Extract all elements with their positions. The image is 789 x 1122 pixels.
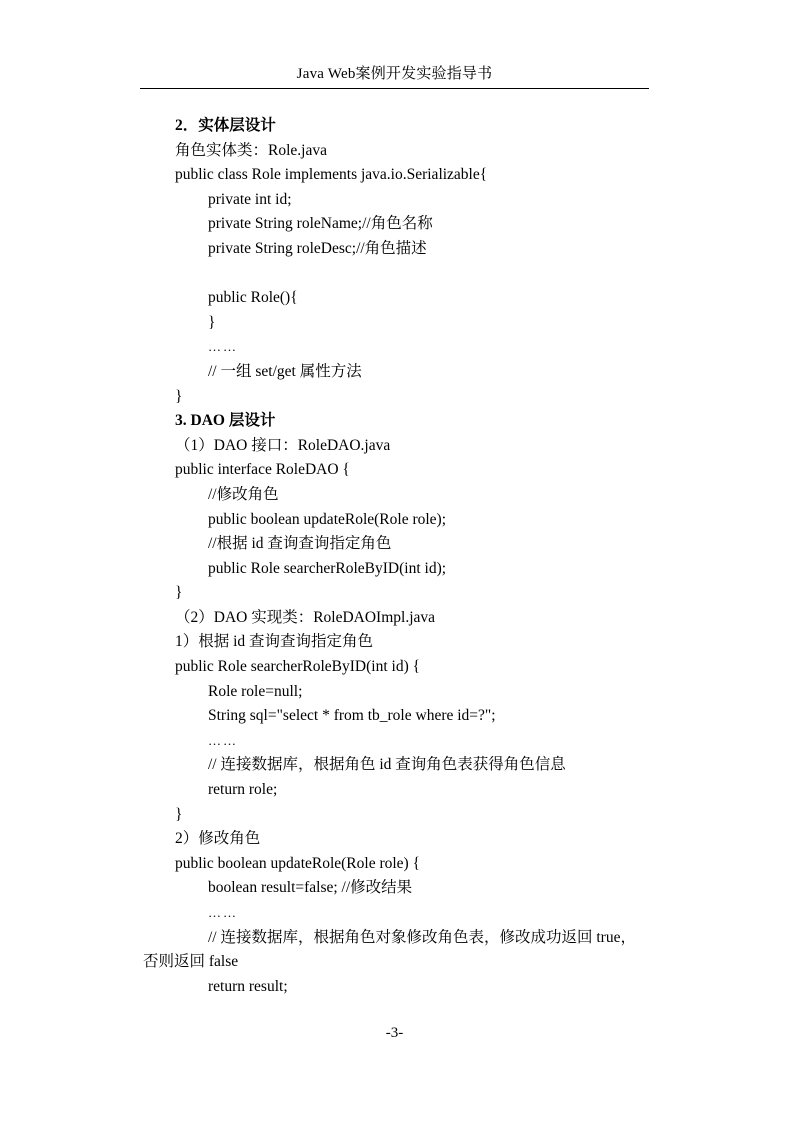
doc-line: private int id; — [208, 190, 292, 208]
doc-line: // 一组 set/get 属性方法 — [208, 362, 362, 380]
header-rule — [140, 88, 649, 89]
doc-line: Role role=null; — [208, 682, 303, 700]
document-body — [0, 114, 789, 999]
doc-line: …… — [208, 339, 238, 355]
doc-line: } — [175, 805, 183, 823]
doc-line: // 连接数据库，根据角色 id 查询角色表获得角色信息 — [208, 756, 566, 774]
doc-line: …… — [208, 732, 238, 748]
doc-line: 2）修改角色 — [175, 830, 261, 848]
doc-line: private String roleName;//角色名称 — [208, 215, 433, 233]
doc-line: public class Role implements java.io.Serializable{ — [175, 166, 488, 184]
doc-line: private String roleDesc;//角色描述 — [208, 239, 427, 257]
doc-line: 3. DAO 层设计 — [175, 412, 276, 430]
doc-line: （2）DAO 实现类：RoleDAOImpl.java — [175, 608, 436, 626]
doc-line: } — [175, 584, 183, 602]
doc-line: // 连接数据库，根据角色对象修改角色表，修改成功返回 true， — [208, 928, 636, 946]
doc-line: 否则返回 false — [143, 953, 239, 971]
doc-line: public interface RoleDAO { — [175, 461, 350, 479]
doc-line: 1）根据 id 查询查询指定角色 — [175, 633, 374, 651]
doc-line: //根据 id 查询查询指定角色 — [208, 535, 392, 553]
doc-line: public Role searcherRoleByID(int id); — [208, 559, 447, 577]
doc-line: 角色实体类：Role.java — [175, 141, 327, 159]
doc-line: public boolean updateRole(Role role); — [208, 510, 447, 528]
doc-line: String sql="select * from tb_role where id=?"; — [208, 707, 496, 725]
doc-line: public Role(){ — [208, 289, 298, 307]
doc-line: } — [208, 313, 216, 331]
doc-line: public boolean updateRole(Role role) { — [175, 854, 421, 872]
doc-line: //修改角色 — [208, 485, 279, 503]
doc-line — [0, 262, 789, 287]
page-number: -3- — [385, 1025, 404, 1041]
doc-line: return result; — [208, 977, 288, 995]
doc-line: …… — [208, 905, 238, 920]
doc-line: return role; — [208, 781, 278, 799]
doc-line: } — [175, 387, 183, 405]
doc-line: （1）DAO 接口：RoleDAO.java — [175, 436, 391, 454]
page-header: Java Web案例开发实验指导书 — [296, 66, 493, 82]
doc-line: 2．实体层设计 — [175, 117, 276, 134]
doc-line: boolean result=false; //修改结果 — [208, 879, 413, 897]
doc-line: public Role searcherRoleByID(int id) { — [175, 658, 421, 676]
